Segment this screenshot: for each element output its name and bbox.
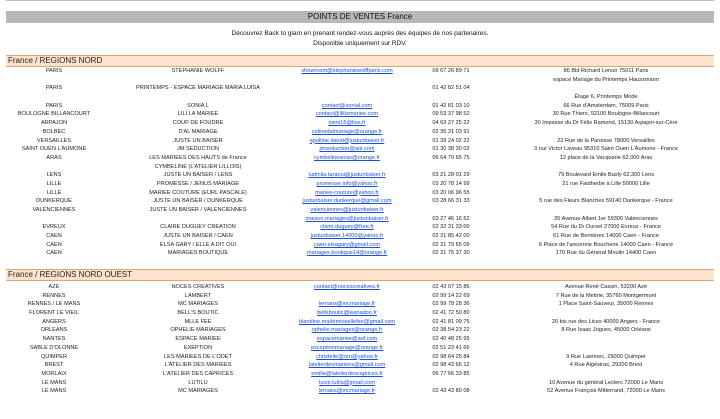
address-cell: 79 Boulevard Emile Basly 62,300 Lens	[557, 172, 655, 179]
city-cell: ANGERS	[42, 318, 66, 325]
city-cell: CAEN	[46, 250, 62, 257]
shop-name-cell: EXEPTION	[183, 344, 213, 351]
shop-name-cell: ESPACE MARIEE	[175, 336, 221, 343]
phone-cell: 02 38 54 23 22	[432, 327, 470, 334]
address-cell: 66 Rue d'Amsterdam, 75009 Paris	[563, 102, 649, 109]
city-cell: VALENCIENNES	[32, 207, 76, 213]
email-link[interactable]: claire.duguey@free.fr	[320, 224, 374, 231]
address-cell: 8 Rue Isaac Jogues, 45000 Orléans	[561, 327, 651, 334]
address-cell: 22 Rue de la Paroisse 78000 Versailles	[557, 137, 655, 144]
shop-name-cell: OPHELIE MARIAGES	[170, 327, 226, 334]
phone-cell: 01 39 24 02 22	[432, 137, 470, 144]
phone-cell: 02 41 72 50 80	[432, 310, 470, 317]
shop-name-cell: LUTILU	[188, 379, 208, 386]
phone-cell: 01 30 38 30 02	[432, 146, 470, 153]
shop-name-cell: JM SEDUCTION	[177, 146, 219, 153]
city-cell: BREST	[44, 362, 64, 369]
table-row	[0, 353, 720, 362]
city-cell: ORLEANS	[40, 327, 68, 334]
city-cell: SAINT OUEN L'AUMONE	[21, 146, 87, 153]
shop-name-cell: JUSTE UN BAISER / VALENCIENNES	[149, 207, 247, 213]
email-link[interactable]: contact@lililamariee.com	[315, 111, 379, 118]
email-link[interactable]: espacemariee@aol.com	[316, 336, 378, 343]
city-cell: LILLE	[46, 180, 62, 187]
shop-name-cell: LILI LA MARIEE	[177, 111, 219, 118]
email-link[interactable]: emilie@latelierdescaprices.fr	[311, 370, 383, 377]
table-row	[0, 344, 720, 353]
table-row	[0, 137, 720, 146]
phone-cell: 02 31 85 42 00	[432, 233, 470, 240]
city-cell: PARIS	[45, 85, 63, 92]
email-link[interactable]: justunbaiser.14000@yahoo.fr	[310, 233, 384, 240]
address-cell: 52 Avenue François Mitterrand, 72000 Le Mans	[547, 388, 665, 395]
city-cell: LE MANS	[41, 388, 67, 395]
page-title: POINTS DE VENTES France	[6, 11, 714, 23]
table-row	[0, 102, 720, 111]
phone-cell: 02 43 07 15 86	[432, 284, 470, 290]
shop-name-cell: MLLE FEE	[184, 318, 212, 325]
shop-name-cell: CYMBELINE (L'ATELIER LILLOIS)	[154, 163, 242, 170]
table-row	[0, 335, 720, 344]
shop-name-cell: LES MARIEES DE L'ODET	[164, 353, 232, 360]
table-row	[0, 206, 720, 215]
address-cell: espace Mariage du Printemps Haussmann	[553, 76, 659, 83]
table-row	[0, 197, 720, 206]
shop-name-cell: NOCES CREATIVES	[171, 284, 225, 290]
phone-cell: 02 41 81 09 75	[432, 318, 470, 325]
phone-cell: 09 53 37 98 52	[432, 111, 470, 118]
email-link[interactable]: bellsboutic@wanadoo.fr	[317, 310, 377, 317]
city-cell: EVREUX	[42, 224, 66, 231]
email-link[interactable]: christelle@orn@yahoo.fr	[316, 353, 378, 360]
table-row	[0, 189, 720, 198]
table-row	[0, 379, 720, 388]
shop-name-cell: SONIA L	[187, 102, 209, 109]
phone-cell: 09 67 26 89 71	[432, 68, 470, 74]
availability-note: Disponible uniquement sur RDV.	[313, 40, 407, 47]
shop-name-cell: LES MARIEES DES HAUTS de France	[149, 154, 247, 161]
email-link[interactable]: mariages.boutique14@orange.fr	[306, 250, 388, 257]
address-cell: 7 Rue de la Mettrie, 35760 Montgermont	[555, 292, 657, 299]
shop-name-cell: MARIEE COUTURE (EURL PASCALE)	[149, 189, 247, 196]
address-cell: 170 Rue du Général Moulin 14400 Caen	[555, 250, 657, 257]
email-link[interactable]: lemans@mcmariage.fr	[318, 388, 376, 395]
phone-cell: 02 40 48 25 95	[432, 336, 470, 343]
email-link[interactable]: celinedalmariage@orange.fr	[311, 128, 383, 135]
table-row	[0, 76, 720, 85]
address-cell: 3 rue Victor Laveau 95310 Saint Ouen L'Aumone - France	[533, 146, 678, 153]
email-link[interactable]: promesse.info@yahoo.fr	[316, 180, 378, 187]
phone-cell: 06 77 66 33 85	[432, 370, 470, 377]
city-cell: ARAS	[46, 154, 62, 161]
phone-cell: 02 98 64 25 84	[432, 353, 470, 360]
city-cell: BOULOGNE BILLANCOURT	[17, 111, 91, 118]
address-cell: 12 place de la Vacquerie 62,000 Aras	[559, 154, 653, 161]
phone-cell: 02 99 78 28 36	[432, 301, 470, 308]
phone-cell: 03 20 78 14 99	[432, 180, 470, 187]
city-cell: SABLE D'OLONNE	[29, 344, 79, 351]
table-row	[0, 241, 720, 250]
table-row	[0, 318, 720, 327]
table-row	[0, 232, 720, 241]
address-cell: 20 bis rue des Lices 40000 Angers - France	[551, 318, 661, 325]
shop-name-cell: LAMBERT	[184, 292, 212, 299]
address-cell: 54 Rue du Dr Oursel 27000 Evreux - France	[551, 224, 661, 231]
top-border	[6, 0, 714, 1]
city-cell: MORLAIX	[41, 370, 67, 377]
address-cell: Avenue René Cassin, 53200 Azé	[565, 284, 647, 290]
region-header-nord-ouest: France / REGIONS NORD OUEST	[6, 269, 714, 281]
email-link[interactable]: contact@sonial.com	[321, 102, 373, 109]
phone-cell: 01 42 81 03 10	[432, 102, 470, 109]
phone-cell: 01 42 82 51 04	[432, 85, 470, 92]
table-row	[0, 300, 720, 309]
phone-cell: 02 32 31 33 00	[432, 224, 470, 231]
phone-cell: 02 43 43 80 08	[432, 388, 470, 395]
email-link[interactable]: maison.mariages@justunbaiser.fr	[305, 215, 389, 222]
shop-name-cell: L'ATELIER DES MARIEES	[164, 362, 232, 369]
email-link[interactable]: ophelie.mariages@orange.fr	[311, 327, 383, 334]
city-cell: BOLBEC	[42, 128, 66, 135]
phone-cell: 02 31 79 65 09	[432, 241, 470, 248]
email-link[interactable]: cymbelinearras@orange.fr	[314, 154, 380, 161]
city-cell: FLORENT LE VIEIL	[29, 310, 79, 317]
table-row	[0, 292, 720, 301]
email-link[interactable]: contact@nocescreatives.fr	[314, 284, 380, 290]
address-cell: 4 Rue Algésiras, 29200 Brest	[569, 362, 643, 369]
table-row	[0, 249, 720, 258]
table-row	[0, 283, 720, 292]
email-link[interactable]: jmseduction@aol.com	[319, 146, 375, 153]
shop-name-cell: MARIAGES BOUTIQUE	[167, 250, 229, 257]
phone-cell: 03 28 66 31 33	[432, 198, 470, 205]
table-row	[0, 84, 720, 93]
region-nord-ouest-list	[0, 283, 720, 396]
region-header-nord: France / REGIONS NORD	[6, 55, 714, 67]
phone-cell: 06 64 79 65 75	[432, 154, 470, 161]
phone-cell: 02 51 23 41 66	[432, 344, 470, 351]
email-link[interactable]: valenciennes@justunbaiser.fr	[310, 207, 384, 213]
table-row	[0, 326, 720, 335]
email-link[interactable]: justunbaiser.dunkerque@gmail.com	[302, 198, 392, 205]
city-cell: ARPAJON	[40, 120, 67, 127]
phone-cell: 04 63 27 25 22	[432, 120, 470, 127]
address-cell: 86 Bld Richard Lenoir 75011 Paris	[563, 68, 649, 74]
email-link[interactable]: lemans@mcmariage.fr	[318, 301, 376, 308]
email-link[interactable]: latelierdesmariees@gmail.com	[308, 362, 386, 369]
email-link[interactable]: showroom@stephaniewolffparis.com	[301, 68, 393, 74]
city-cell: LENS	[46, 172, 62, 179]
shop-name-cell: CLAIRE DUGUEY CREATION	[160, 224, 236, 231]
shop-name-cell: JUSTE UN BAISER	[173, 137, 223, 144]
table-row	[0, 163, 720, 172]
table-row	[0, 154, 720, 163]
table-row	[0, 370, 720, 379]
phone-cell: 03 20 06 96 55	[432, 189, 470, 196]
table-row	[0, 67, 720, 76]
city-cell: LE MANS	[41, 379, 67, 386]
table-row	[0, 110, 720, 119]
city-cell: LILLE	[46, 189, 62, 196]
table-row	[0, 128, 720, 137]
phone-cell: 02 99 14 22 69	[432, 292, 470, 299]
table-row	[0, 145, 720, 154]
address-cell: 61 Rue de Bernières 14000 Caen - France	[553, 233, 659, 240]
city-cell: PARIS	[45, 102, 63, 109]
address-cell: 6 Place de l'ancienne Boucherie 14000 Caen - France	[538, 241, 674, 248]
table-row	[0, 171, 720, 180]
city-cell: VERSAILLES	[36, 137, 72, 144]
city-cell: NANTES	[42, 336, 66, 343]
address-cell: 35 Avenue Albert 1er 59300 Valenciennes	[554, 215, 658, 222]
address-cell: 5 rue des Fleurs Blanches 59140 Dunkerque - France	[539, 198, 673, 205]
email-link[interactable]: apolline.david@justunbaiser.fr	[309, 137, 385, 144]
shop-name-cell: STEPHANIE WOLFF	[171, 68, 225, 74]
email-link[interactable]: exceptionmariage@orange.fr	[310, 344, 384, 351]
table-row	[0, 387, 720, 396]
address-cell: 21 rue Faidherbe à Lille 50000 Lille	[562, 180, 650, 187]
address-cell: 10 Avenue du général Leclerc 72000 Le Mans	[548, 379, 664, 386]
shop-name-cell: JUSTE UN BAISER / LENS	[163, 172, 233, 179]
city-cell: CAEN	[46, 241, 62, 248]
table-row	[0, 309, 720, 318]
region-nord-list	[0, 67, 720, 258]
email-link[interactable]: lucie.lutilu@gmail.com	[319, 379, 375, 386]
shop-name-cell: JUSTE UN BAISER / DUNKERQUE	[153, 198, 243, 205]
email-link[interactable]: ludmila.taraoui@justunbaiser.fr	[308, 172, 386, 179]
city-cell: DUNKERQUE	[36, 198, 72, 205]
address-cell: 1 Place Saint-Sauveur, 35000 Rennes	[558, 301, 654, 308]
shop-name-cell: PRINTEMPS - ESPACE MARIAGE MARIA LUISA	[136, 85, 260, 92]
address-cell: 9 Rue Laennec, 29000 Quimper	[566, 353, 646, 360]
shop-name-cell: MC MARIAGES	[178, 301, 218, 308]
phone-cell: 02 31 75 37 30	[432, 250, 470, 257]
email-link[interactable]: mimi16@live.fr	[328, 120, 366, 127]
phone-cell: 02 35 31 03 91	[432, 128, 470, 135]
city-cell: RENNES	[42, 292, 66, 299]
phone-cell: 03 27 46 16 52	[432, 215, 470, 222]
phone-cell: 02 98 43 66 12	[432, 362, 470, 369]
email-link[interactable]: blandine.mademoisellefee@gmail.com	[298, 318, 396, 325]
city-cell: CAEN	[46, 233, 62, 240]
shop-name-cell: COUP DE FOUDRE	[172, 120, 224, 127]
email-link[interactable]: caen.elsagary@gmail.com	[314, 241, 380, 248]
shop-name-cell: BELL'S BOUTIC	[177, 310, 219, 317]
intro-text: Découvrez Back to glam en prenant rendez-vous auprès des équipes de nos partenaires.	[231, 30, 489, 37]
address-cell: 30 Impasse du Dr Félix Ramond, 15130 Arpajon-sur-Cère	[534, 120, 678, 127]
shop-name-cell: L'ATELIER DES CAPRICES	[162, 370, 234, 377]
shop-name-cell: JUSTE UN BAISER / CAEN	[163, 233, 233, 240]
city-cell: PARIS	[45, 68, 63, 74]
city-cell: AZE	[48, 284, 60, 290]
address-cell: Étage 6, Printemps Mode	[574, 94, 638, 101]
table-row	[0, 180, 720, 189]
shop-name-cell: PROMESSE / JENUS MARIAGE	[156, 180, 240, 187]
city-cell: QUIMPER	[40, 353, 68, 360]
shop-name-cell: ELSA GARY / ELLE A DIT OUI	[159, 241, 237, 248]
address-cell: 30 Rue Thiers, 92100 Boulogne-Billancourt	[552, 111, 660, 118]
table-row	[0, 361, 720, 370]
city-cell: RENNES / LE MANS	[27, 301, 81, 308]
phone-cell: 03 21 28 01 29	[432, 172, 470, 179]
email-link[interactable]: mariee-couture@yahoo.fr	[315, 189, 379, 196]
shop-name-cell: D'AL MARIAGE	[178, 128, 218, 135]
table-row	[0, 93, 720, 102]
shop-name-cell: MC MARIAGES	[178, 388, 218, 395]
table-row	[0, 223, 720, 232]
table-row	[0, 119, 720, 128]
table-row	[0, 215, 720, 224]
